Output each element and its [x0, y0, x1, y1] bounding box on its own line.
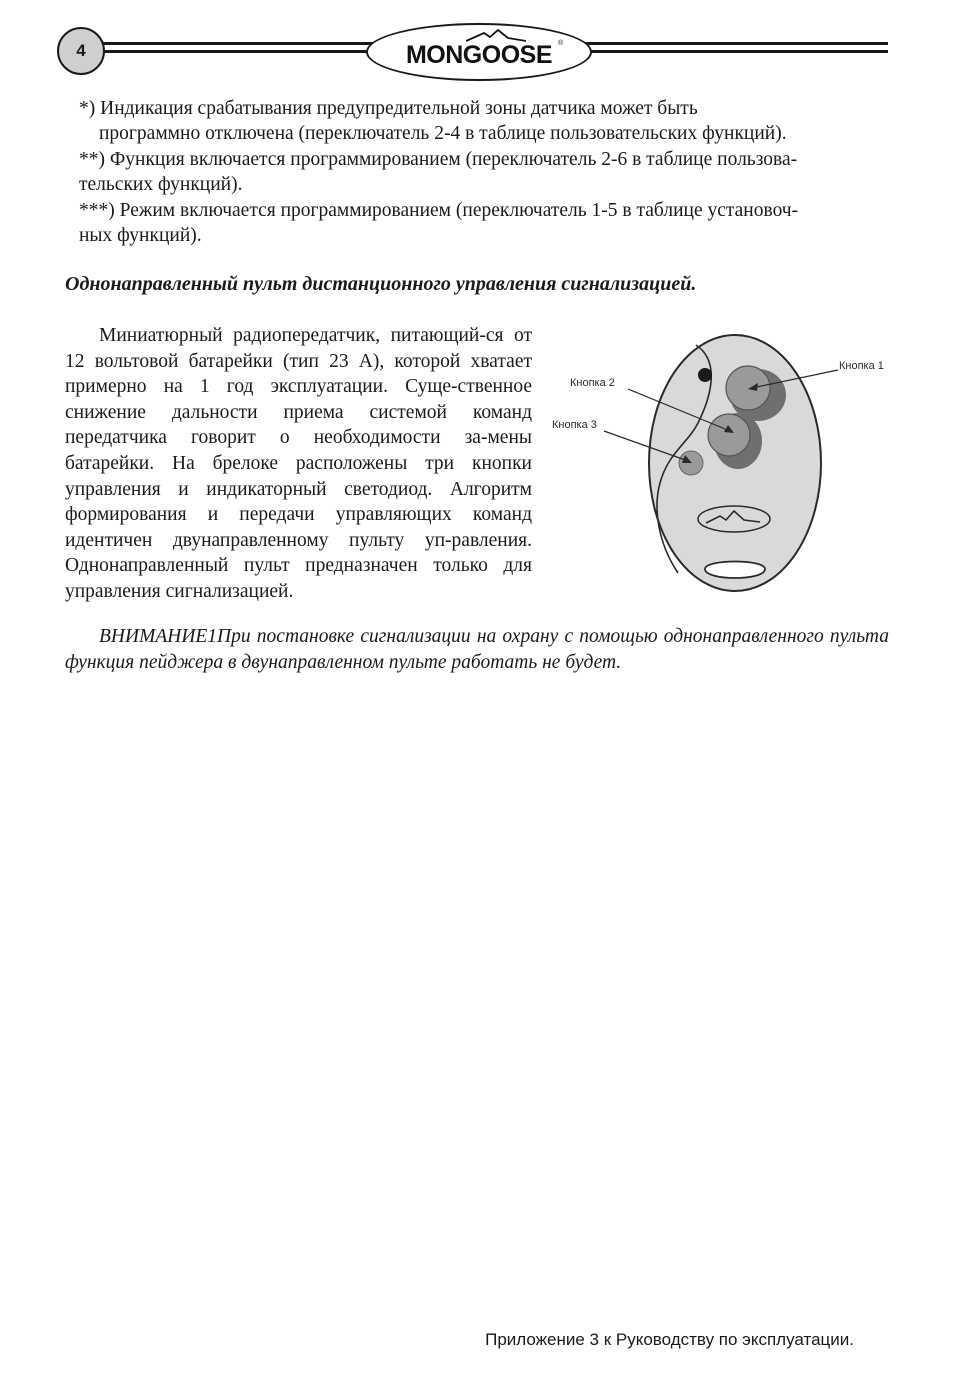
footnote-1-line1: *) Индикация срабатывания предупредительной зоны датчика может быть	[79, 98, 698, 119]
footnote-2-line1: **) Функция включается программированием (переключатель 2-6 в таблице пользова-	[79, 149, 798, 170]
led-indicator	[698, 368, 712, 382]
footnote-2	[79, 147, 889, 197]
footnote-2-line2: тельских функций).	[79, 174, 243, 195]
footnote-3	[79, 198, 889, 248]
header-rule-right-bottom	[580, 50, 888, 53]
footnote-3-line2: ных функций).	[79, 225, 202, 246]
page-footer: Приложение 3 к Руководству по эксплуатации.	[485, 1330, 854, 1349]
button-2	[708, 414, 750, 456]
brand-name: MONGOOSE	[405, 40, 552, 69]
registered-mark: ®	[558, 40, 564, 47]
remote-fob-figure	[548, 333, 894, 595]
body-paragraph: Миниатюрный радиопередатчик, питающий-ся от 12 вольтовой батарейки (тип 23 А), которой хватает примерно на 1 год эксплуатации. Суще-ственное снижение дальности приема системой команд передатчика говорит о необходимости за-мены батарейки. На брелоке расположены три кнопки управления и индикаторный светодиод. Алгоритм формирования и передачи управляющих команд идентичен двунаправленному пульту уп-равления. Однонаправленный пульт предназначен только для управления сигнализацией.	[65, 325, 532, 602]
remote-fob-illustration	[548, 333, 894, 595]
header-rule-left-top	[100, 42, 376, 45]
footnote-1-line2: программно отключена (переключатель 2-4 в таблице пользовательских функций).	[99, 123, 787, 144]
label-button2: Кнопка 2	[570, 377, 615, 389]
label-button3: Кнопка 3	[552, 419, 597, 431]
section-body	[65, 323, 532, 605]
brand-logo	[366, 23, 592, 81]
fob-grip-slot	[705, 562, 765, 579]
label-button1: Кнопка 1	[839, 360, 884, 372]
footnote-1	[79, 96, 889, 146]
header-rule-right-top	[580, 42, 888, 45]
section-heading: Однонаправленный пульт дистанционного управления сигнализацией.	[65, 273, 697, 295]
button-1	[726, 366, 770, 410]
header-rule-left-bottom	[100, 50, 376, 53]
warning-note: ВНИМАНИЕ1При постановке сигнализации на охрану с помощью однонаправленного пульта функция пейджера в двунаправленном пульте работать не будет.	[65, 626, 889, 673]
footnote-3-line1: ***) Режим включается программированием (переключатель 1-5 в таблице установоч-	[79, 200, 799, 221]
page-number-badge: 4	[57, 27, 105, 75]
page-header	[0, 0, 954, 90]
